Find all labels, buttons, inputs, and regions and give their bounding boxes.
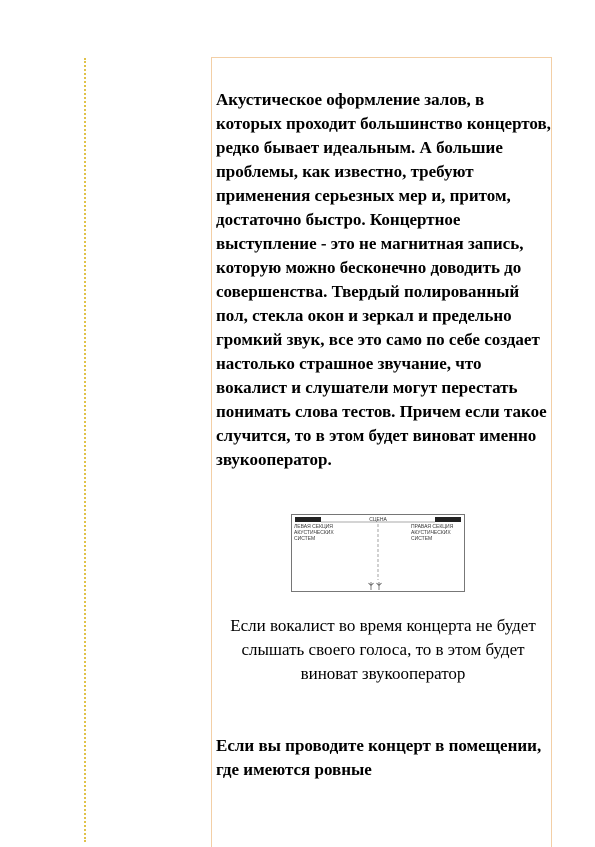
- stage-label: СЦЕНА: [369, 517, 387, 523]
- paragraph-acoustics: Акустическое оформление залов, в которых проходит большинство концертов, редко бывает идеальным. А большие проблемы, как известно, требуют применения серьезных мер и, притом, достаточно быстро. Концертное выступление - это не магнитная запись, которую можно бесконечно доводить до совершенства. Твердый полированный пол, стекла окон и зеркал и предельно громкий звук, все это само по себе создает настолько страшное звучание, что вокалист и слушатели могут перестать понимать слова тестов. Причем если такое случится, то в этом будет виноват именно звукооператор.: [216, 90, 551, 469]
- paragraph-concert: Если вы проводите концерт в помещении, где имеются ровные: [216, 736, 542, 779]
- microphone-icon-left: [369, 582, 374, 590]
- left-label-line-1: ЛЕВАЯ СЕКЦИЯ: [294, 524, 333, 530]
- right-label-line-1: ПРАВАЯ СЕКЦИЯ: [411, 524, 454, 530]
- left-label-line-3: СИСТЕМ: [294, 536, 316, 542]
- microphone-icon-right: [377, 582, 382, 590]
- right-label-line-2: АКУСТИЧЕСКИХ: [411, 530, 451, 536]
- left-speaker: [295, 517, 321, 522]
- margin-rule: [84, 58, 86, 842]
- left-label-line-2: АКУСТИЧЕСКИХ: [294, 530, 334, 536]
- stage-diagram: [291, 514, 465, 592]
- diagram-caption: Если вокалист во время концерта не будет слышать своего голоса, то в этом будет виноват звукооператор: [230, 616, 536, 683]
- right-label-line-3: СИСТЕМ: [411, 536, 433, 542]
- right-speaker: [435, 517, 461, 522]
- text-column: [211, 57, 552, 847]
